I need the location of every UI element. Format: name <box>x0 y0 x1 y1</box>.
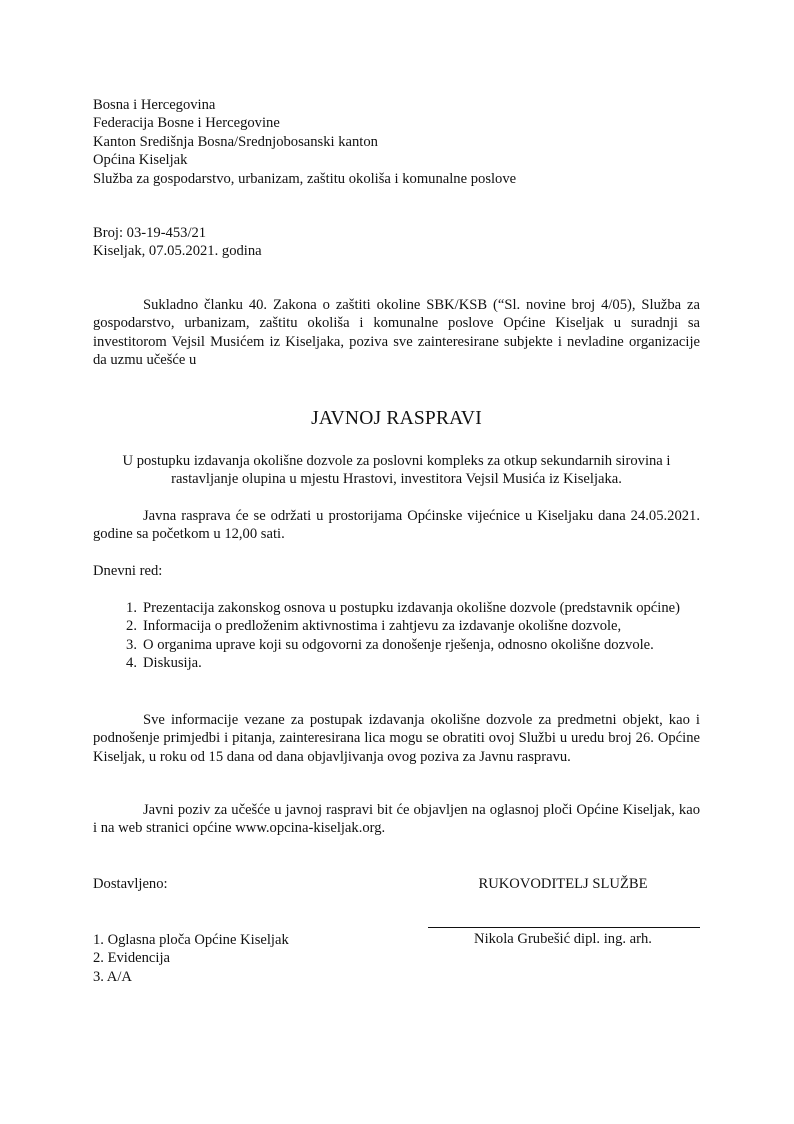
agenda-item-text: O organima uprave koji su odgovorni za donošenje rješenja, odnosno okolišne dozvole. <box>143 636 654 653</box>
agenda-item-text: Diskusija. <box>143 655 202 672</box>
info-paragraph: Sve informacije vezane za postupak izdavanja okolišne dozvole za predmetni objekt, kao i podnošenje primjedbi i pitanja, zainteresirana lica mogu se obratiti ovoj Službi u uredu broj 26. Općine Kiseljak, u roku od 15 dana od dana objavljivanja ovog poziva za Javnu raspravu. <box>93 712 700 765</box>
reference-number: Broj: 03-19-453/21 <box>93 225 207 241</box>
venue-paragraph: Javna rasprava će se održati u prostorijama Općinske vijećnice u Kiseljaku dana 24.05.2021. godine sa početkom u 12,00 sati. <box>93 508 700 543</box>
reference-block <box>93 224 262 261</box>
public-notice-paragraph: Javni poziv za učešće u javnoj raspravi bit će objavljen na oglasnoj ploči Općine Kiseljak, kao i na web stranici općine www.opcina-kiseljak.org. <box>93 802 700 837</box>
delivery-list <box>93 931 289 986</box>
agenda-item <box>93 599 700 617</box>
document-title: JAVNOJ RASPRAVI <box>311 408 482 429</box>
reference-place-date: Kiseljak, 07.05.2021. godina <box>93 243 262 260</box>
signatory-title: RUKOVODITELJ SLUŽBE <box>478 876 648 892</box>
agenda-item-number: 3. <box>126 636 137 653</box>
agenda-item-number: 1. <box>126 600 137 616</box>
intro-paragraph: Sukladno članku 40. Zakona o zaštiti okoline SBK/KSB (“Sl. novine broj 4/05), Služba za gospodarstvo, urbanizam, zaštitu okoliša i komunalne poslove Općine Kiseljak u suradnji sa investitorom Vejsil Musićem iz Kiseljaka, poziva sve zainteresirane subjekte i nevladine organizacije da uzmu učešće u <box>93 297 700 369</box>
agenda-item-number: 2. <box>126 618 137 635</box>
delivery-item: 1. Oglasna ploča Općine Kiseljak <box>93 932 289 948</box>
header-canton: Kanton Središnja Bosna/Srednjobosanski kanton <box>93 133 378 150</box>
agenda-item <box>93 636 700 654</box>
agenda-list <box>93 599 700 673</box>
delivery-item: 3. A/A <box>93 968 132 985</box>
header-service: Služba za gospodarstvo, urbanizam, zaštitu okoliša i komunalne poslove <box>93 170 517 187</box>
header-federation: Federacija Bosne i Hercegovine <box>93 115 280 132</box>
delivery-item: 2. Evidencija <box>93 950 170 967</box>
delivery-label: Dostavljeno: <box>93 876 168 892</box>
document-subtitle: U postupku izdavanja okolišne dozvole za poslovni kompleks za otkup sekundarnih sirovina i rastavljanje olupina u mjestu Hrastovi, investitora Vejsil Musića iz Kiseljaka. <box>122 453 671 488</box>
agenda-label: Dnevni red: <box>93 563 163 579</box>
signatory-name: Nikola Grubešić dipl. ing. arh. <box>474 931 652 947</box>
agenda-item-text: Prezentacija zakonskog osnova u postupku izdavanja okolišne dozvole (predstavnik općine) <box>143 600 680 616</box>
signature-line <box>428 927 700 928</box>
agenda-item <box>93 654 700 672</box>
header-country: Bosna i Hercegovina <box>93 97 216 113</box>
agenda-item-number: 4. <box>126 655 137 672</box>
agenda-item <box>93 617 700 635</box>
agenda-item-text: Informacija o predloženim aktivnostima i zahtjevu za izdavanje okolišne dozvole, <box>143 618 622 635</box>
header-municipality: Općina Kiseljak <box>93 152 188 169</box>
issuer-header <box>93 96 516 188</box>
